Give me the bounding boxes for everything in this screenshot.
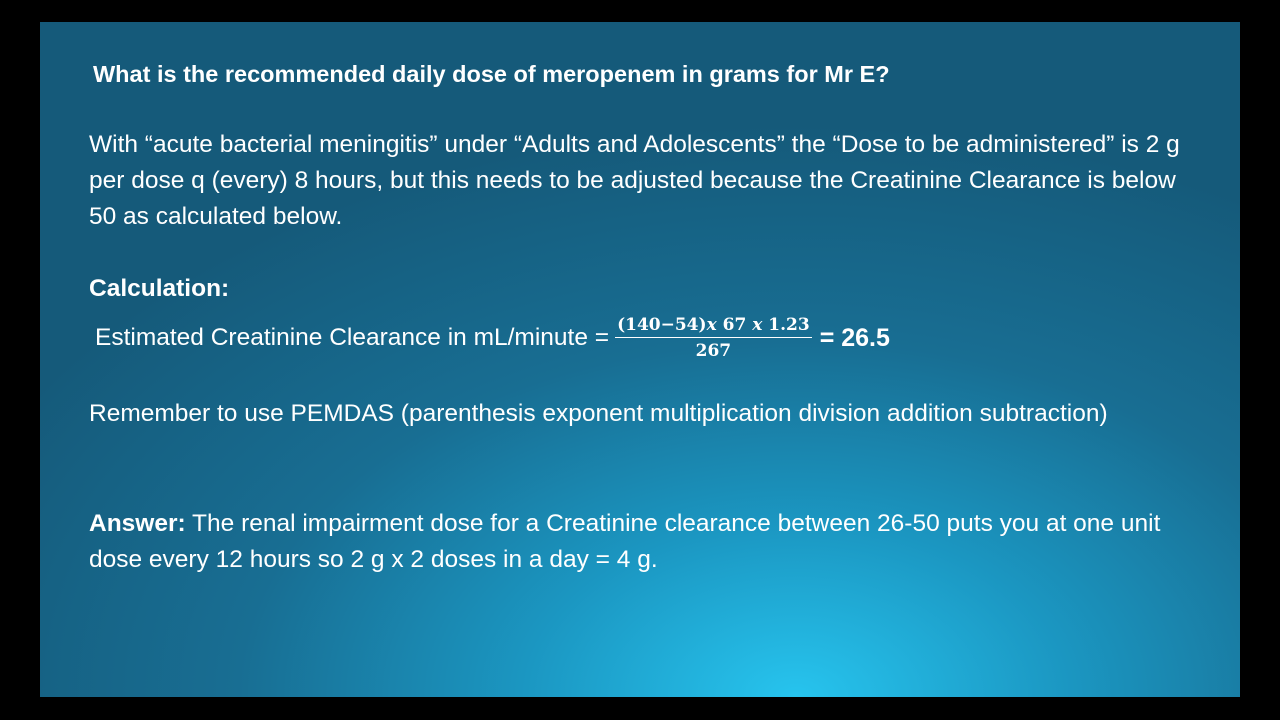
intro-paragraph: With “acute bacterial meningitis” under “Adults and Adolescents” the “Dose to be administered” is 2 g per dose q (every) 8 hours, but this needs to be adjusted because the Creatinine Clearance is below 50 as calculated below. bbox=[89, 131, 1180, 230]
formula-denominator: 267 bbox=[695, 341, 732, 361]
multiply-sign: x bbox=[752, 315, 763, 335]
question-heading: What is the recommended daily dose of meropenem in grams for Mr E? bbox=[93, 61, 890, 87]
formula-lhs: Estimated Creatinine Clearance in mL/minute = bbox=[95, 324, 610, 351]
slide bbox=[40, 22, 1240, 697]
formula-fraction bbox=[615, 314, 812, 362]
formula-row bbox=[95, 308, 890, 368]
answer-label: Answer: bbox=[89, 510, 186, 537]
multiply-sign: x bbox=[706, 315, 717, 335]
numerator-factor-constant: 1.23 bbox=[768, 315, 810, 335]
calculation-label: Calculation: bbox=[89, 275, 230, 302]
formula-numerator bbox=[615, 314, 812, 338]
formula-result: = 26.5 bbox=[819, 323, 890, 352]
answer-paragraph bbox=[89, 506, 1209, 578]
numerator-factor-weight: 67 bbox=[722, 315, 747, 335]
answer-text: The renal impairment dose for a Creatinine clearance between 26-50 puts you at one unit dose every 12 hours so 2 g x 2 doses in a day = 4 g. bbox=[89, 510, 1161, 573]
numerator-parenthesis: (140−54) bbox=[617, 315, 707, 335]
pemdas-note: Remember to use PEMDAS (parenthesis exponent multiplication division addition subtraction) bbox=[89, 400, 1108, 427]
